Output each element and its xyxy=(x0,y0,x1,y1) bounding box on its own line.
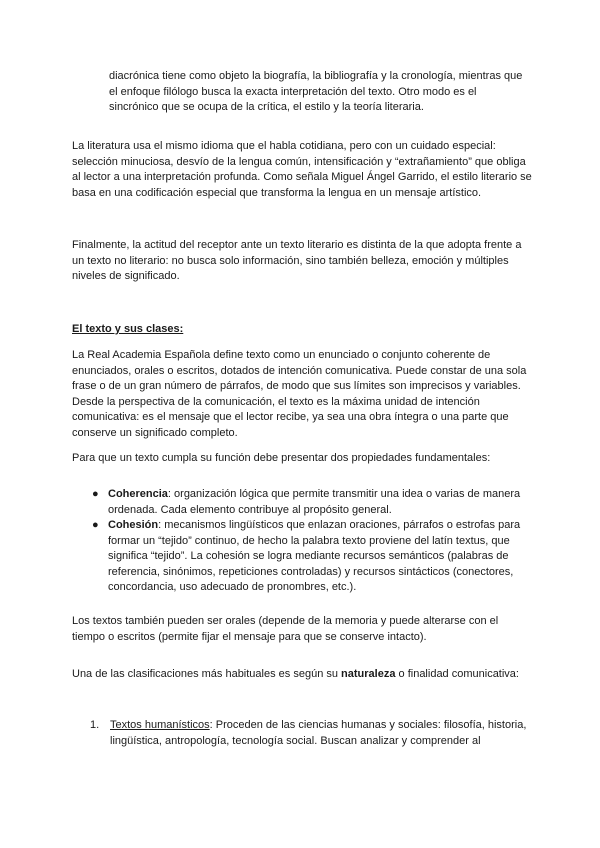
literatura-paragraph: La literatura usa el mismo idioma que el habla cotidiana, pero con un cuidado especial: selección minuciosa, desvío de la lengua común, intensificación y “extrañamiento” que obliga al lector a una interpretación profunda. Como señala Miguel Ángel Garrido, el estilo literario se basa en una codificación especial que transforma la lengua en un mensaje artístico. xyxy=(72,140,532,199)
propiedades-paragraph: Para que un texto cumpla su función debe presentar dos propiedades fundamentales: xyxy=(72,452,491,464)
bullet-icon: ● xyxy=(92,488,99,500)
list-item xyxy=(92,518,532,596)
bullet-icon: ● xyxy=(92,519,99,531)
classification-list xyxy=(90,718,530,749)
list-item-text: : mecanismos lingüísticos que enlazan oraciones, párrafos o estrofas para formar un “tejido” continuo, de hecho la palabra texto proviene del latín textus, que significa “tejido”. La cohesión se logra mediante recursos semánticos (palabras de referencia, sinónimos, repeticiones controladas) y recursos sintácticos (conectores, concordancia, uso adecuado de pronombres, etc.). xyxy=(108,519,521,593)
properties-list xyxy=(92,487,532,596)
clasificacion-bold: naturaleza xyxy=(341,668,396,680)
section-heading: El texto y sus clases: xyxy=(72,323,184,335)
list-item-title: Textos humanísticos xyxy=(110,719,210,731)
clasificacion-text-after: o finalidad comunicativa: xyxy=(395,668,519,680)
list-item-text: : organización lógica que permite transmitir una idea o varias de manera ordenada. Cada elemento contribuye al propósito general. xyxy=(108,488,521,516)
list-item xyxy=(90,718,530,749)
finalmente-paragraph: Finalmente, la actitud del receptor ante un texto literario es distinta de la que adopta frente a un texto no literario: no busca solo información, sino también belleza, emoción y múltiples niveles de significado. xyxy=(72,239,522,282)
clasificacion-text-before: Una de las clasificaciones más habituales es según su xyxy=(72,668,342,680)
list-item-term: Coherencia xyxy=(108,488,168,500)
list-item xyxy=(92,487,532,518)
list-item-number: 1. xyxy=(90,719,100,731)
continuation-paragraph: diacrónica tiene como objeto la biografía, la bibliografía y la cronología, mientras que el enfoque filólogo busca la exacta interpretación del texto. Otro modo es el sincrónico que se ocupa de la crítica, el estilo y la teoría literaria. xyxy=(109,70,523,113)
rae-paragraph: La Real Academia Española define texto como un enunciado o conjunto coherente de enunciados, orales o escritos, dotados de intención comunicativa. Puede constar de una sola frase o de un gran número de párrafos, de modo que sus límites son imprecisos y variables. Desde la perspectiva de la comunicación, el texto es la máxima unidad de intención comunicativa: es el mensaje que el lector recibe, ya sea una obra íntegra o una parte que conserve un significado completo. xyxy=(72,349,527,439)
clasificacion-paragraph xyxy=(72,667,532,683)
orales-paragraph: Los textos también pueden ser orales (depende de la memoria y puede alterarse con el tiempo o escritos (permite fijar el mensaje para que se conserve intacto). xyxy=(72,615,499,643)
list-item-text: : Proceden de las ciencias humanas y sociales: filosofía, historia, lingüística, antropología, tecnología social. Buscan analizar y comprender al xyxy=(110,719,527,747)
list-item-term: Cohesión xyxy=(108,519,159,531)
